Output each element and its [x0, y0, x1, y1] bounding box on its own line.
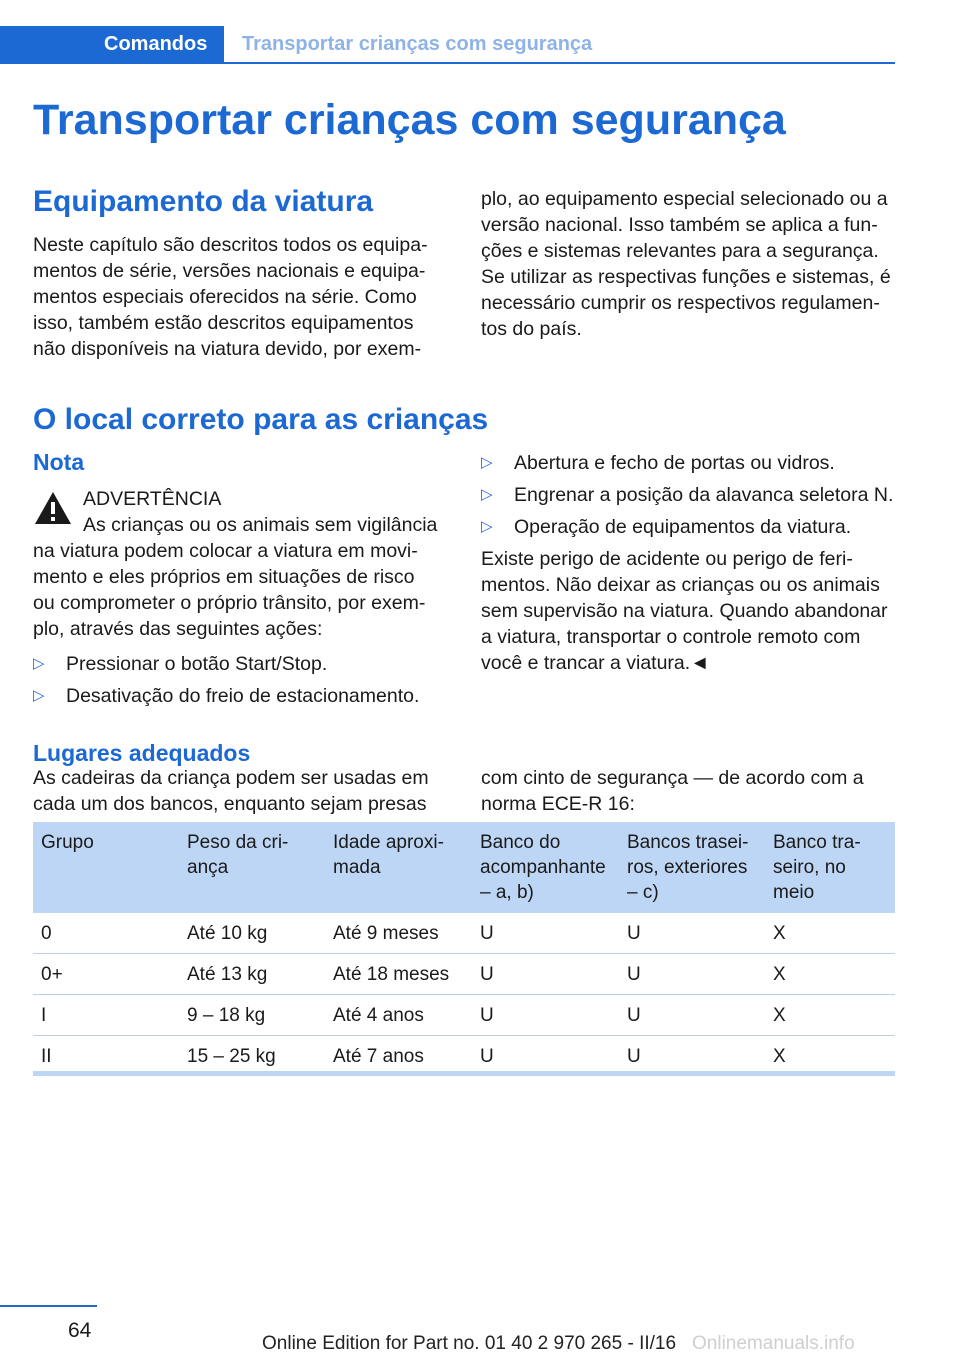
table-cell: Até 13 kg — [179, 954, 325, 995]
table-header-cell — [619, 822, 765, 913]
table-header-cell — [179, 822, 325, 913]
page-title: Transportar crianças com segurança — [33, 96, 786, 144]
text-line: a viatura, transportar o controle remoto com — [481, 626, 861, 648]
table-header-cell — [472, 822, 619, 913]
text-line: ções e sistemas relevantes para a segurança. — [481, 240, 879, 262]
table-cell: Até 18 meses — [325, 954, 472, 995]
table-row — [33, 913, 895, 954]
table-cell: X — [765, 995, 895, 1036]
bullet-text: Abertura e fecho de portas ou vidros. — [514, 452, 835, 474]
bullet-text: Desativação do freio de estacionamento. — [66, 685, 420, 707]
page-number: 64 — [68, 1319, 92, 1342]
table-cell: U — [619, 913, 765, 954]
list-item — [33, 651, 453, 677]
table-cell: U — [627, 1045, 641, 1067]
header-line: Banco tra- — [773, 832, 861, 853]
bullet-text: Operação de equipamentos da viatura. — [514, 516, 852, 538]
text-line: versão nacional. Isso também se aplica a fun- — [481, 214, 878, 236]
text-line: necessário cumprir os respectivos regulamen- — [481, 292, 880, 314]
equipment-text-right — [481, 186, 901, 342]
table-bottom-border — [33, 1071, 895, 1076]
text-line: plo, ao equipamento especial selecionado ou a — [481, 188, 888, 210]
header-line: – c) — [627, 882, 659, 903]
triangle-bullet-icon: ▷ — [33, 687, 45, 704]
header-line: Idade aproxi- — [333, 832, 444, 853]
location-heading: O local correto para as crianças — [33, 403, 489, 436]
table-cell: Até 9 meses — [325, 913, 472, 954]
edition-note: Online Edition for Part no. 01 40 2 970 265 - II/16 — [262, 1333, 677, 1354]
warning-triangle-icon — [33, 490, 73, 526]
text-line: tos do país. — [481, 318, 582, 340]
text-line: com cinto de segurança — de acordo com a — [481, 767, 864, 789]
text-line: plo, através das seguintes ações: — [33, 618, 323, 640]
table-cell: U — [472, 995, 619, 1036]
text-line: As cadeiras da criança podem ser usadas em — [33, 767, 429, 789]
table-cell: U — [619, 954, 765, 995]
table-cell: X — [773, 1045, 786, 1067]
bullet-text: Engrenar a posição da alavanca seletora N. — [514, 484, 894, 506]
text-line: cada um dos bancos, enquanto sejam presas — [33, 793, 427, 815]
warning-block — [33, 486, 443, 642]
text-line: mento e eles próprios em situações de risco — [33, 566, 415, 588]
equipment-text-left — [33, 232, 443, 362]
table-row — [33, 1036, 895, 1077]
text-line: você e trancar a viatura.◄ — [481, 652, 710, 674]
header-line: acompanhante — [480, 857, 606, 878]
breadcrumb[interactable]: Transportar crianças com segurança — [242, 33, 593, 55]
text-line: mentos especiais oferecidos na série. Como — [33, 286, 417, 308]
equipment-heading: Equipamento da viatura — [33, 185, 374, 218]
text-line: As crianças ou os animais sem vigilância — [83, 514, 438, 536]
header-line: – a, b) — [480, 882, 534, 903]
seats-heading: Lugares adequados — [33, 740, 251, 766]
left-bullet-list — [33, 651, 453, 715]
warning-title: ADVERTÊNCIA — [83, 488, 222, 510]
triangle-bullet-icon: ▷ — [481, 454, 493, 471]
table-cell: Até 7 anos — [333, 1045, 424, 1067]
table-header-cell — [33, 822, 179, 913]
right-column-location — [481, 450, 901, 676]
header-line: Banco do — [480, 832, 561, 853]
text-line: não disponíveis na viatura devido, por exem- — [33, 338, 422, 360]
table-header-cell — [765, 822, 895, 913]
table-cell: U — [472, 954, 619, 995]
seats-text-right — [481, 765, 901, 817]
list-item — [481, 514, 901, 540]
triangle-bullet-icon: ▷ — [33, 655, 45, 672]
table-cell: X — [765, 954, 895, 995]
table-cell: 0+ — [33, 954, 179, 995]
bullet-text: Pressionar o botão Start/Stop. — [66, 653, 328, 675]
table-cell: X — [765, 913, 895, 954]
table-cell: 0 — [33, 913, 179, 954]
header-line: Grupo — [41, 832, 94, 853]
seats-text-left — [33, 765, 453, 817]
top-navigation-bar — [0, 26, 895, 64]
text-line: sem supervisão na viatura. Quando abandonar — [481, 600, 888, 622]
table-row — [33, 954, 895, 995]
header-line: ança — [187, 857, 229, 878]
header-line: Bancos trasei- — [627, 832, 749, 853]
text-line: ou comprometer o próprio trânsito, por exem- — [33, 592, 426, 614]
note-heading: Nota — [33, 449, 85, 475]
child-seat-table — [33, 822, 895, 1076]
table-header-row — [33, 822, 895, 913]
text-line: mentos de série, versões nacionais e equipa- — [33, 260, 426, 282]
list-item — [481, 482, 901, 508]
text-line: isso, também estão descritos equipamentos — [33, 312, 414, 334]
header-line: meio — [773, 882, 815, 903]
table-cell: Até 4 anos — [325, 995, 472, 1036]
table-cell: 15 – 25 kg — [187, 1045, 276, 1067]
table-cell: U — [619, 995, 765, 1036]
text-line: na viatura podem colocar a viatura em movi- — [33, 540, 418, 562]
table-cell: II — [41, 1045, 52, 1067]
table-cell: U — [472, 913, 619, 954]
watermark-brand[interactable]: Onlinemanuals.info — [692, 1333, 855, 1354]
list-item — [33, 683, 453, 709]
header-line: seiro, no — [773, 857, 846, 878]
table-cell: Até 10 kg — [179, 913, 325, 954]
triangle-bullet-icon: ▷ — [481, 518, 493, 535]
header-line: Peso da cri- — [187, 832, 289, 853]
triangle-bullet-icon: ▷ — [481, 486, 493, 503]
table-cell: 9 – 18 kg — [179, 995, 325, 1036]
section-tab-comandos[interactable]: Comandos — [0, 26, 224, 62]
text-line: mentos. Não deixar as crianças ou os animais — [481, 574, 880, 596]
text-line: Existe perigo de acidente ou perigo de feri- — [481, 548, 853, 570]
table-row — [33, 995, 895, 1036]
table-header-cell — [325, 822, 472, 913]
table-cell: U — [480, 1045, 494, 1067]
text-line: norma ECE-R 16: — [481, 793, 635, 815]
header-line: ros, exteriores — [627, 857, 748, 878]
table-cell: I — [33, 995, 179, 1036]
page-number-rule — [0, 1305, 97, 1307]
text-line: Neste capítulo são descritos todos os equipa- — [33, 234, 428, 256]
text-line: Se utilizar as respectivas funções e sistemas, é — [481, 266, 891, 288]
list-item — [481, 450, 901, 476]
header-line: mada — [333, 857, 381, 878]
